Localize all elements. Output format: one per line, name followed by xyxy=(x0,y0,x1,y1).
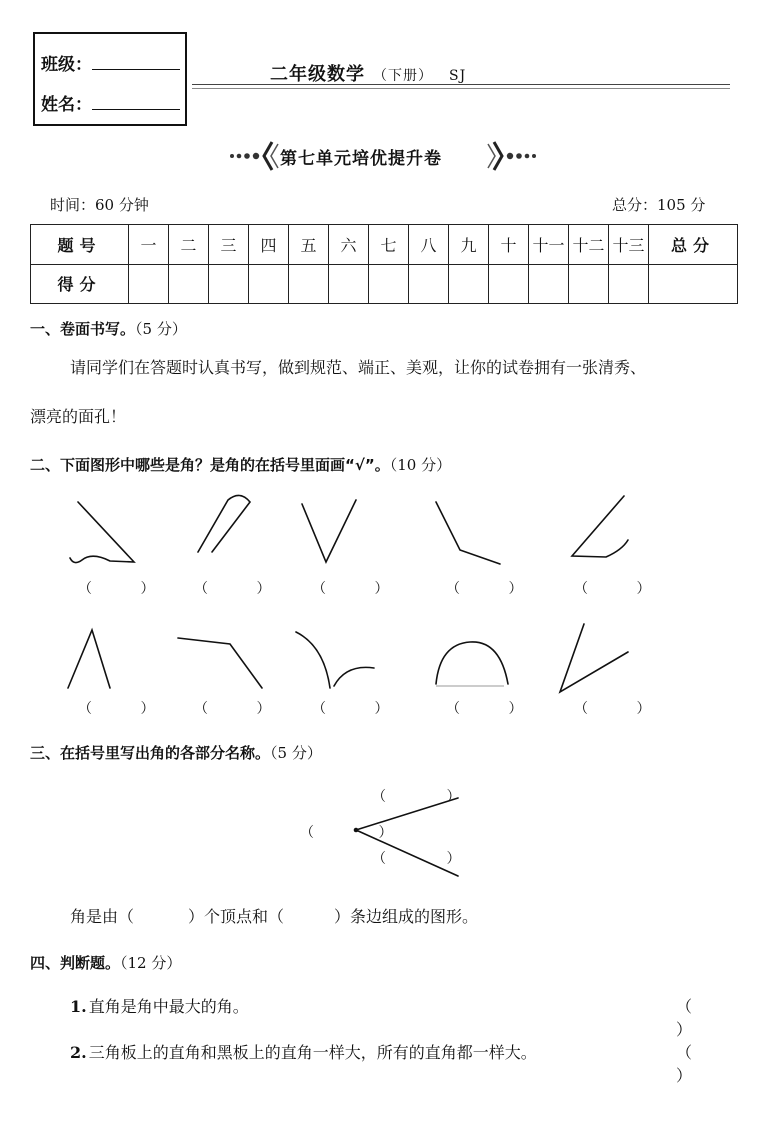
column-header: 七 xyxy=(369,225,409,265)
answer-paren-2[interactable]: （ ） xyxy=(194,581,293,597)
score-cell[interactable] xyxy=(369,264,409,304)
figure-7 xyxy=(178,638,262,688)
answer-paren-3[interactable]: （ ） xyxy=(312,581,411,597)
top-side-paren[interactable]: （ ） xyxy=(372,789,489,805)
figure-6 xyxy=(68,630,110,688)
answer-paren-7[interactable]: （ ） xyxy=(194,701,293,717)
answer-paren-5[interactable]: （ ） xyxy=(574,581,673,597)
subject-title: 二年级数学 xyxy=(270,64,365,85)
fill-text-1: 角是由（ xyxy=(70,907,135,926)
section2-points: （10 分） xyxy=(389,456,452,474)
section3-title xyxy=(30,742,322,763)
score-cell[interactable] xyxy=(409,264,449,304)
score-cell[interactable] xyxy=(569,264,609,304)
item-number: 1. xyxy=(70,997,87,1016)
figure-3 xyxy=(302,500,356,562)
column-header: 六 xyxy=(329,225,369,265)
column-header: 三 xyxy=(209,225,249,265)
item-text: 直角是角中最大的角。 xyxy=(88,997,249,1016)
section2-heading: 二、下面图形中哪些是角？是角的在括号里面画“√”。 xyxy=(30,456,390,474)
column-header: 五 xyxy=(289,225,329,265)
score-cell[interactable] xyxy=(609,264,649,304)
figure-8 xyxy=(296,632,374,688)
class-field[interactable] xyxy=(41,50,180,75)
item-text: 三角板上的直角和黑板上的直角一样大，所有的直角都一样大。 xyxy=(88,1043,537,1062)
answer-paren-9[interactable]: （ ） xyxy=(446,701,545,717)
name-field[interactable] xyxy=(41,90,180,115)
figure-9 xyxy=(436,642,508,686)
header-divider xyxy=(192,84,730,85)
score-cell[interactable] xyxy=(209,264,249,304)
total-header: 总分 xyxy=(649,225,738,265)
score-table xyxy=(30,224,738,304)
edition-code: SJ xyxy=(449,68,467,84)
time-limit: 时间：60 分钟 xyxy=(50,196,149,214)
answer-paren-4[interactable]: （ ） xyxy=(446,581,545,597)
table-row-scores xyxy=(31,264,738,304)
column-header: 十 xyxy=(489,225,529,265)
angle-figures xyxy=(0,480,771,720)
bottom-side-paren[interactable]: （ ） xyxy=(372,851,489,867)
header-divider-thin xyxy=(192,88,730,89)
section3-fill-sentence xyxy=(70,904,478,927)
column-header: 二 xyxy=(169,225,209,265)
section4-heading: 四、判断题。 xyxy=(30,954,121,972)
column-header: 一 xyxy=(129,225,169,265)
section4-points: （12 分） xyxy=(120,954,182,972)
page-title xyxy=(270,60,466,86)
score-cell[interactable] xyxy=(489,264,529,304)
section1-text-line2: 漂亮的面孔！ xyxy=(30,407,127,426)
score-cell[interactable] xyxy=(329,264,369,304)
column-header: 八 xyxy=(409,225,449,265)
item-number: 2. xyxy=(70,1043,87,1062)
score-cell[interactable] xyxy=(449,264,489,304)
section1-heading: 一、卷面书写。 xyxy=(30,320,136,338)
fill-text-2: ）个顶点和（ xyxy=(188,907,285,926)
column-header: 九 xyxy=(449,225,489,265)
column-header: 十二 xyxy=(569,225,609,265)
section1-title xyxy=(30,318,187,339)
section3-heading: 三、在括号里写出角的各部分名称。 xyxy=(30,744,271,762)
class-blank[interactable] xyxy=(92,55,180,70)
section3-points: （5 分） xyxy=(270,744,322,762)
answer-paren-1[interactable]: （ ） xyxy=(78,581,177,597)
column-header: 十一 xyxy=(529,225,569,265)
column-header: 十三 xyxy=(609,225,649,265)
class-label: 班级： xyxy=(41,55,92,75)
figure-10 xyxy=(560,624,628,692)
figure-4 xyxy=(436,502,500,564)
figure-1 xyxy=(70,502,134,563)
figure-5 xyxy=(572,496,628,557)
answer-paren-8[interactable]: （ ） xyxy=(312,701,411,717)
judge-paren-2[interactable]: （ ） xyxy=(676,1043,725,1085)
answer-paren-10[interactable]: （ ） xyxy=(574,701,673,717)
table-row-numbers xyxy=(31,225,738,265)
score-cell[interactable] xyxy=(129,264,169,304)
score-cell[interactable] xyxy=(289,264,329,304)
name-blank[interactable] xyxy=(92,95,180,110)
section2-title xyxy=(30,454,451,475)
column-header: 四 xyxy=(249,225,289,265)
section1-points: （5 分） xyxy=(135,320,187,338)
total-score-cell[interactable] xyxy=(649,264,738,304)
judge-item-2 xyxy=(70,1040,537,1063)
score-header: 得分 xyxy=(31,264,129,304)
name-label: 姓名： xyxy=(41,95,92,115)
section4-title xyxy=(30,952,181,973)
total-score: 总分：105 分 xyxy=(612,196,706,214)
figure-2 xyxy=(198,495,250,552)
section1-text-line1: 请同学们在答题时认真书写，做到规范、端正、美观，让你的试卷拥有一张清秀、 xyxy=(70,358,647,377)
score-cell[interactable] xyxy=(169,264,209,304)
student-info-box xyxy=(33,32,187,126)
score-cell[interactable] xyxy=(249,264,289,304)
unit-title: 第七单元培优提升卷 xyxy=(280,149,442,169)
question-number-header: 题号 xyxy=(31,225,129,265)
answer-paren-6[interactable]: （ ） xyxy=(78,701,177,717)
judge-paren-1[interactable]: （ ） xyxy=(676,997,725,1039)
volume-label: （下册） xyxy=(373,68,433,84)
fill-text-3: ）条边组成的图形。 xyxy=(334,907,479,926)
score-cell[interactable] xyxy=(529,264,569,304)
judge-item-1 xyxy=(70,994,249,1017)
vertex-paren[interactable]: （ ） xyxy=(300,825,423,841)
